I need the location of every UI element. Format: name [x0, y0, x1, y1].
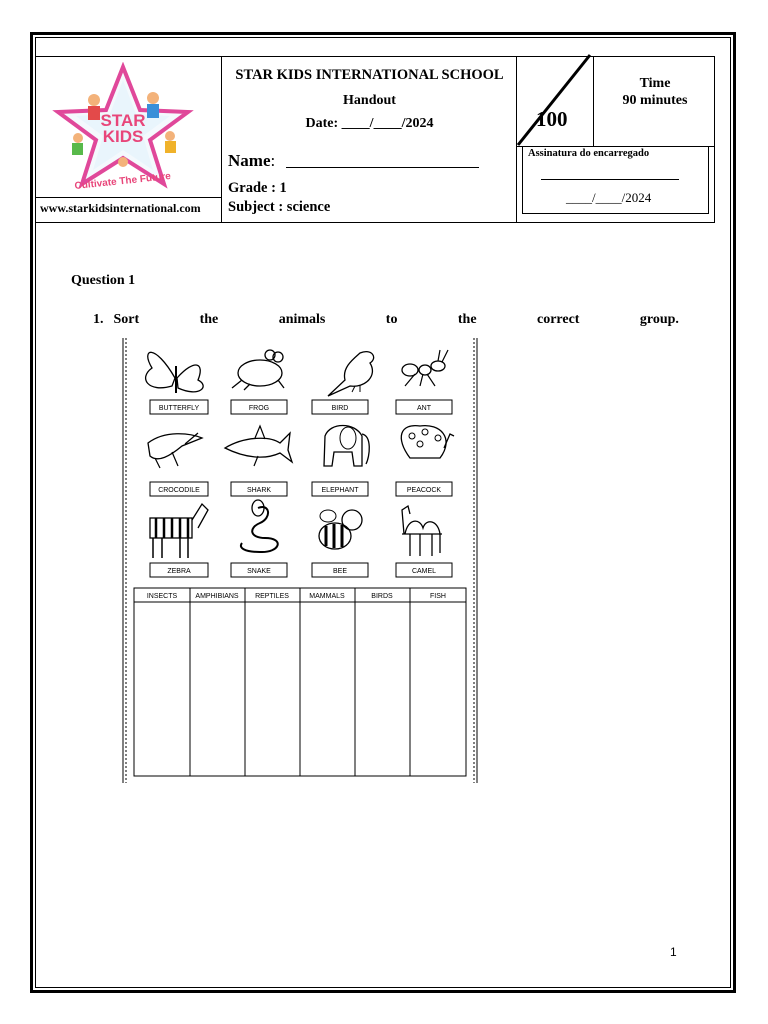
signature-field[interactable] — [541, 179, 679, 180]
label-box-snake — [231, 563, 287, 577]
animal-label: ELEPHANT — [321, 487, 359, 494]
group-header: REPTILES — [255, 593, 289, 600]
grade-line: Grade : 1 — [228, 180, 287, 196]
animal-label: SHARK — [246, 487, 272, 494]
bee-icon — [319, 510, 362, 549]
label-box-bee — [312, 563, 368, 577]
elephant-icon — [324, 426, 369, 467]
zebra-icon — [150, 504, 208, 558]
score-slash — [510, 50, 600, 150]
group-header: MAMMALS — [309, 593, 345, 600]
butterfly-icon — [146, 352, 204, 393]
instruction-word: group. — [639, 312, 679, 327]
animal-label: BIRD — [331, 405, 349, 412]
instruction-word: correct — [536, 312, 580, 327]
signature-label: Assinatura do encarregado — [528, 148, 650, 159]
label-box-ant — [396, 400, 452, 414]
animal-sorting-worksheet — [120, 338, 480, 783]
group-header: INSECTS — [146, 593, 178, 600]
instruction-word: the — [457, 312, 477, 327]
document-type: Handout — [343, 93, 396, 108]
website-url: www.starkidsinternational.com — [40, 201, 201, 215]
crocodile-icon — [148, 433, 202, 468]
question-number: 1. — [93, 312, 104, 327]
logo-text-star: STAR — [100, 111, 146, 130]
label-box-shark — [231, 482, 287, 496]
group-header: AMPHIBIANS — [195, 593, 239, 600]
animal-label: CAMEL — [411, 568, 437, 575]
label-box-elephant — [312, 482, 368, 496]
animal-label: ANT — [417, 405, 431, 412]
page-number: 1 — [670, 945, 677, 959]
logo-slogan: Cultivate The Future — [74, 170, 172, 193]
total-score: 100 — [536, 107, 568, 131]
frog-icon — [232, 350, 284, 390]
label-box-zebra — [150, 563, 208, 577]
animal-label: ZEBRA — [167, 568, 191, 575]
animal-label: PEACOCK — [406, 487, 442, 494]
question-title: Question 1 — [71, 273, 136, 288]
animal-label: CROCODILE — [158, 487, 200, 494]
name-label: Name: — [228, 151, 276, 170]
label-box-camel — [396, 563, 452, 577]
shark-icon — [225, 426, 292, 466]
school-name: STAR KIDS INTERNATIONAL SCHOOL — [235, 67, 504, 83]
camel-icon — [402, 506, 442, 556]
peacock-icon — [401, 426, 454, 458]
label-box-crocodile — [150, 482, 208, 496]
logo-text-kids: KIDS — [102, 127, 144, 146]
label-box-peacock — [396, 482, 452, 496]
question-instruction — [93, 312, 679, 328]
group-header: BIRDS — [371, 593, 393, 600]
label-box-frog — [231, 400, 287, 414]
date-field: Date: ____/____/2024 — [305, 116, 434, 131]
group-header: FISH — [430, 593, 446, 600]
ant-icon — [402, 350, 448, 386]
time-value: 90 minutes — [622, 93, 688, 108]
snake-icon — [241, 500, 278, 552]
name-field[interactable] — [286, 167, 479, 168]
subject-line: Subject : science — [228, 199, 331, 215]
header-divider — [35, 197, 221, 198]
time-label: Time — [639, 76, 671, 91]
animal-label: SNAKE — [247, 568, 271, 575]
label-box-butterfly — [150, 400, 208, 414]
signature-date: ____/____/2024 — [566, 190, 652, 205]
animal-label: FROG — [248, 405, 270, 412]
animal-label: BEE — [332, 568, 348, 575]
instruction-word: the — [199, 312, 219, 327]
instruction-word: Sort — [113, 312, 140, 327]
instruction-word: animals — [278, 312, 326, 327]
instruction-word: to — [385, 312, 398, 327]
sorting-table — [134, 588, 466, 776]
label-box-bird — [312, 400, 368, 414]
animal-label: BUTTERFLY — [158, 405, 200, 412]
bird-icon — [328, 352, 374, 396]
school-logo — [48, 62, 198, 197]
